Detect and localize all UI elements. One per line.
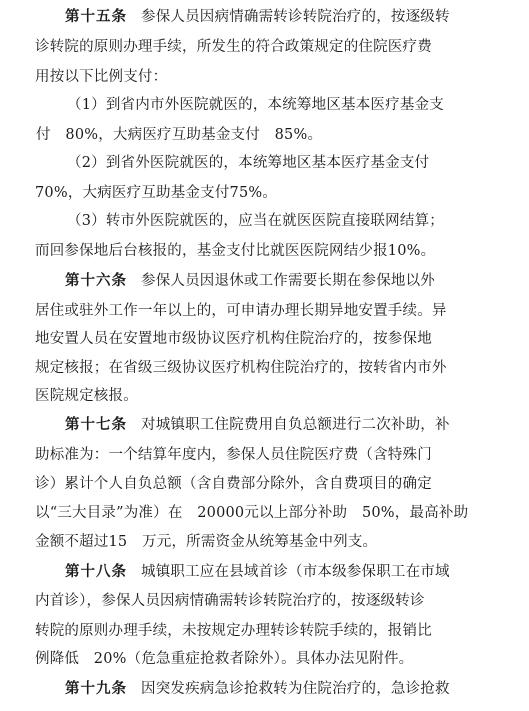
- article-18-first-line: [65, 558, 529, 586]
- paragraph-line: 诊）累计个人自负总额（含自费部分除外，含自费项目的确定: [35, 476, 432, 492]
- list-item-2-line: 70%，大病医疗互助基金支付75%。: [35, 185, 278, 201]
- paragraph-line: 医院规定核报。: [35, 388, 138, 404]
- paragraph-line: 用按以下比例支付：: [35, 69, 168, 85]
- article-16-first-line: [65, 267, 529, 295]
- paragraph-line: 以“三大目录”为准）在 20000元以上部分补助 50%，最高补助: [35, 505, 469, 521]
- article-15-first-line: [65, 3, 529, 31]
- paragraph-line: 规定核报；在省级三级协议医疗机构住院治疗的，按转省内市外: [35, 360, 447, 376]
- paragraph-line: 地安置人员在安置地市级协议医疗机构住院治疗的，按参保地: [35, 331, 432, 347]
- paragraph-line: 内首诊），参保人员因病情确需转诊转院治疗的，按逐级转诊: [35, 593, 425, 609]
- paragraph-line: 居住或驻外工作一年以上的，可申请办理长期异地安置手续。异: [35, 303, 447, 319]
- article-19-first-line: [65, 675, 529, 703]
- paragraph-line: 转院的原则办理手续，未按规定办理转诊转院手续的，报销比: [35, 623, 432, 639]
- article-17-text: 对城镇职工住院费用自负总额进行二次补助，补: [141, 417, 450, 433]
- article-16-heading: 第十六条: [65, 272, 127, 289]
- list-item-1-line: （1）到省内市外医院就医的，本统筹地区基本医疗基金支: [67, 97, 444, 113]
- article-18-text: 城镇职工应在县域首诊（市本级参保职工在市域: [141, 564, 450, 580]
- article-19-text: 因突发疾病急诊抢救转为住院治疗的，急诊抢救: [141, 681, 450, 697]
- article-18-heading: 第十八条: [65, 563, 127, 580]
- article-15-heading: 第十五条: [65, 8, 127, 25]
- article-17-heading: 第十七条: [65, 416, 127, 433]
- paragraph-line: 诊转院的原则办理手续，所发生的符合政策规定的住院医疗费: [35, 39, 432, 55]
- list-item-3-line: （3）转市外医院就医的，应当在就医医院直接联网结算；: [67, 213, 444, 229]
- article-15-text: 参保人员因病情确需转诊转院治疗的，按逐级转: [141, 9, 450, 25]
- list-item-1-line: 付 80%，大病医疗互助基金支付 85%。: [36, 127, 323, 143]
- list-item-2-line: （2）到省外医院就医的，本统筹地区基本医疗基金支付: [67, 155, 430, 171]
- list-item-3-line: 而回参保地后台核报的，基金支付比就医医院网结少报10%。: [35, 243, 436, 259]
- article-16-text: 参保人员因退休或工作需要长期在参保地以外: [141, 273, 435, 289]
- paragraph-line: 例降低 20%（危急重症抢救者除外）。具体办法见附件。: [35, 651, 414, 667]
- paragraph-line: 金额不超过15 万元，所需资金从统筹基金中列支。: [35, 534, 378, 550]
- article-17-first-line: [65, 411, 529, 439]
- article-19-heading: 第十九条: [65, 680, 127, 697]
- paragraph-line: 助标准为：一个结算年度内，参保人员住院医疗费（含特殊门: [35, 447, 432, 463]
